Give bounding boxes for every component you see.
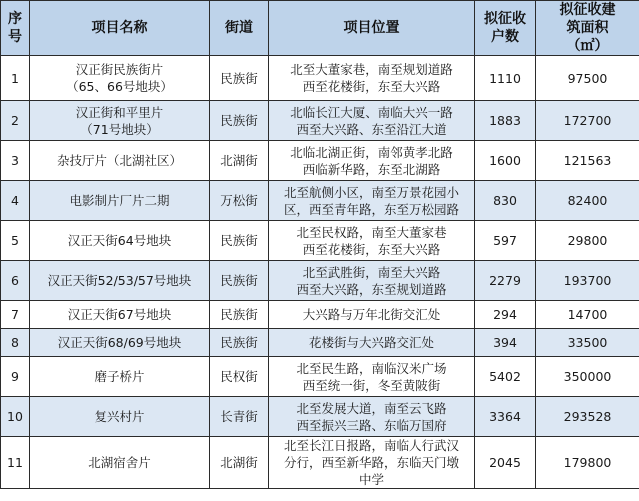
table-row bbox=[1, 221, 639, 261]
cell-location-line: 西至振兴三路、东临万国府 bbox=[296, 417, 447, 433]
cell-no: 7 bbox=[1, 301, 30, 329]
cell-street: 民族街 bbox=[210, 301, 269, 329]
cell-area: 172700 bbox=[536, 101, 639, 141]
table-row bbox=[1, 437, 639, 489]
cell-project-name bbox=[30, 101, 210, 141]
table-row bbox=[1, 397, 639, 437]
cell-location-line: 西临新华路，东至北湖路 bbox=[302, 161, 441, 177]
cell-area: 14700 bbox=[536, 301, 639, 329]
cell-no: 4 bbox=[1, 181, 30, 221]
cell-project-name bbox=[30, 181, 210, 221]
cell-project-name-line: 汉正天街52/53/57号地块 bbox=[47, 273, 192, 288]
cell-households: 394 bbox=[475, 329, 536, 357]
cell-project-name bbox=[30, 221, 210, 261]
cell-no: 8 bbox=[1, 329, 30, 357]
table-row bbox=[1, 141, 639, 181]
cell-no: 5 bbox=[1, 221, 30, 261]
cell-location bbox=[269, 397, 475, 437]
cell-location-line: 北至武胜街，南至大兴路 bbox=[302, 264, 441, 280]
cell-location-line: 北至民生路，南临汉米广场 bbox=[296, 360, 447, 376]
header-area-line2 bbox=[538, 19, 637, 37]
cell-area: 82400 bbox=[536, 181, 639, 221]
cell-households: 597 bbox=[475, 221, 536, 261]
table-row bbox=[1, 329, 639, 357]
cell-street: 长青街 bbox=[210, 397, 269, 437]
cell-location-line: 花楼街与大兴路交汇处 bbox=[308, 335, 434, 350]
cell-project-name-line: 电影制片厂片二期 bbox=[69, 193, 170, 208]
cell-location bbox=[269, 329, 475, 357]
cell-location bbox=[269, 301, 475, 329]
cell-area: 193700 bbox=[536, 261, 639, 301]
cell-location-line: 区，西至青年路，东至万松园路 bbox=[283, 201, 459, 217]
cell-no: 10 bbox=[1, 397, 30, 437]
cell-street: 民族街 bbox=[210, 329, 269, 357]
table-row bbox=[1, 101, 639, 141]
cell-project-name-line: 汉正街和平里片 bbox=[75, 104, 164, 120]
cell-street: 民族街 bbox=[210, 261, 269, 301]
cell-location bbox=[269, 261, 475, 301]
cell-households: 830 bbox=[475, 181, 536, 221]
cell-households: 1110 bbox=[475, 56, 536, 101]
cell-location bbox=[269, 181, 475, 221]
cell-location bbox=[269, 101, 475, 141]
cell-location-line: 大兴路与万年北街交汇处 bbox=[302, 307, 441, 322]
cell-project-name bbox=[30, 357, 210, 397]
cell-location bbox=[269, 56, 475, 101]
cell-no: 9 bbox=[1, 357, 30, 397]
cell-location-line: 北至长江日报路，南临人行武汉 bbox=[283, 438, 459, 453]
header-row bbox=[1, 1, 639, 56]
cell-street: 北湖街 bbox=[210, 141, 269, 181]
cell-location-line: 西至花楼街，东至大兴路 bbox=[302, 79, 441, 94]
cell-project-name bbox=[30, 56, 210, 101]
cell-location-line: 北至航侧小区，南至万景花园小 bbox=[283, 184, 459, 200]
cell-project-name-line: 杂技厅片（北湖社区） bbox=[56, 153, 182, 168]
header-location: 项目位置 bbox=[269, 1, 475, 56]
cell-project-name-line: 北湖宿舍片 bbox=[88, 455, 151, 470]
cell-location-line: 西至大兴路，东至规划道路 bbox=[296, 281, 447, 297]
cell-project-name bbox=[30, 437, 210, 489]
cell-area: 350000 bbox=[536, 357, 639, 397]
cell-location bbox=[269, 357, 475, 397]
cell-project-name bbox=[30, 329, 210, 357]
cell-households: 2045 bbox=[475, 437, 536, 489]
cell-no: 11 bbox=[1, 437, 30, 489]
cell-households: 294 bbox=[475, 301, 536, 329]
cell-area: 33500 bbox=[536, 329, 639, 357]
cell-project-name-line: 汉正街民族街片 bbox=[75, 62, 164, 77]
cell-street: 民族街 bbox=[210, 56, 269, 101]
cell-location-line: 北至民权路，南至大董家巷 bbox=[296, 224, 447, 240]
cell-project-name-line: 磨子桥片 bbox=[94, 369, 145, 384]
cell-street: 民权街 bbox=[210, 357, 269, 397]
header-area-line1: 拟征收建 bbox=[559, 2, 616, 18]
cell-area: 97500 bbox=[536, 56, 639, 101]
cell-location-line: 分行，西至新华路，东临天门墩 bbox=[283, 455, 459, 470]
header-households-line2: 户数 bbox=[491, 29, 519, 45]
cell-no: 6 bbox=[1, 261, 30, 301]
cell-households: 2279 bbox=[475, 261, 536, 301]
table-row bbox=[1, 261, 639, 301]
cell-location-line: 北临北湖正街，南邻黄孝北路 bbox=[290, 144, 453, 160]
cell-project-name-line: （65、66号地块） bbox=[66, 79, 173, 94]
header-project-name: 项目名称 bbox=[30, 1, 210, 56]
cell-location-line: 中学 bbox=[358, 472, 384, 487]
cell-area: 29800 bbox=[536, 221, 639, 261]
cell-street: 北湖街 bbox=[210, 437, 269, 489]
cell-no: 1 bbox=[1, 56, 30, 101]
cell-street: 万松街 bbox=[210, 181, 269, 221]
cell-project-name bbox=[30, 397, 210, 437]
cell-households: 1600 bbox=[475, 141, 536, 181]
cell-location-line: 西至大兴路、东至沿江大道 bbox=[296, 121, 447, 137]
cell-households: 3364 bbox=[475, 397, 536, 437]
cell-location bbox=[269, 437, 475, 489]
cell-area: 121563 bbox=[536, 141, 639, 181]
cell-area: 179800 bbox=[536, 437, 639, 489]
cell-area: 293528 bbox=[536, 397, 639, 437]
cell-street: 民族街 bbox=[210, 221, 269, 261]
header-area-line2-a: 筑面积 bbox=[566, 20, 609, 36]
cell-location bbox=[269, 221, 475, 261]
cell-project-name-line: 汉正天街64号地块 bbox=[67, 233, 172, 248]
table-row bbox=[1, 301, 639, 329]
cell-no: 3 bbox=[1, 141, 30, 181]
cell-location-line: 北至大董家巷，南至规划道路 bbox=[290, 62, 453, 77]
cell-project-name bbox=[30, 301, 210, 329]
cell-project-name-line: 汉正天街67号地块 bbox=[67, 307, 172, 322]
table-row bbox=[1, 357, 639, 397]
header-area-line3: （㎡） bbox=[566, 38, 609, 54]
header-area bbox=[536, 1, 639, 56]
cell-street: 民族街 bbox=[210, 101, 269, 141]
cell-project-name bbox=[30, 141, 210, 181]
cell-no: 2 bbox=[1, 101, 30, 141]
header-no: 序号 bbox=[1, 1, 30, 56]
cell-project-name-line: 汉正天街68/69号地块 bbox=[57, 335, 182, 350]
cell-project-name bbox=[30, 261, 210, 301]
table-row bbox=[1, 181, 639, 221]
cell-households: 5402 bbox=[475, 357, 536, 397]
header-households-line1: 拟征收 bbox=[484, 11, 526, 27]
header-street: 街道 bbox=[210, 1, 269, 56]
table-row bbox=[1, 56, 639, 101]
header-households bbox=[475, 1, 536, 56]
cell-project-name-line: （71号地块） bbox=[80, 121, 159, 137]
cell-location bbox=[269, 141, 475, 181]
cell-location-line: 北临长江大厦、南临大兴一路 bbox=[290, 104, 453, 120]
cell-location-line: 西至花楼街，东至大兴路 bbox=[302, 241, 441, 257]
cell-location-line: 西至统一街，冬至黄陂街 bbox=[302, 377, 441, 393]
cell-households: 1883 bbox=[475, 101, 536, 141]
cell-project-name-line: 复兴村片 bbox=[94, 409, 145, 424]
cell-location-line: 北至发展大道，南至云飞路 bbox=[296, 400, 447, 416]
